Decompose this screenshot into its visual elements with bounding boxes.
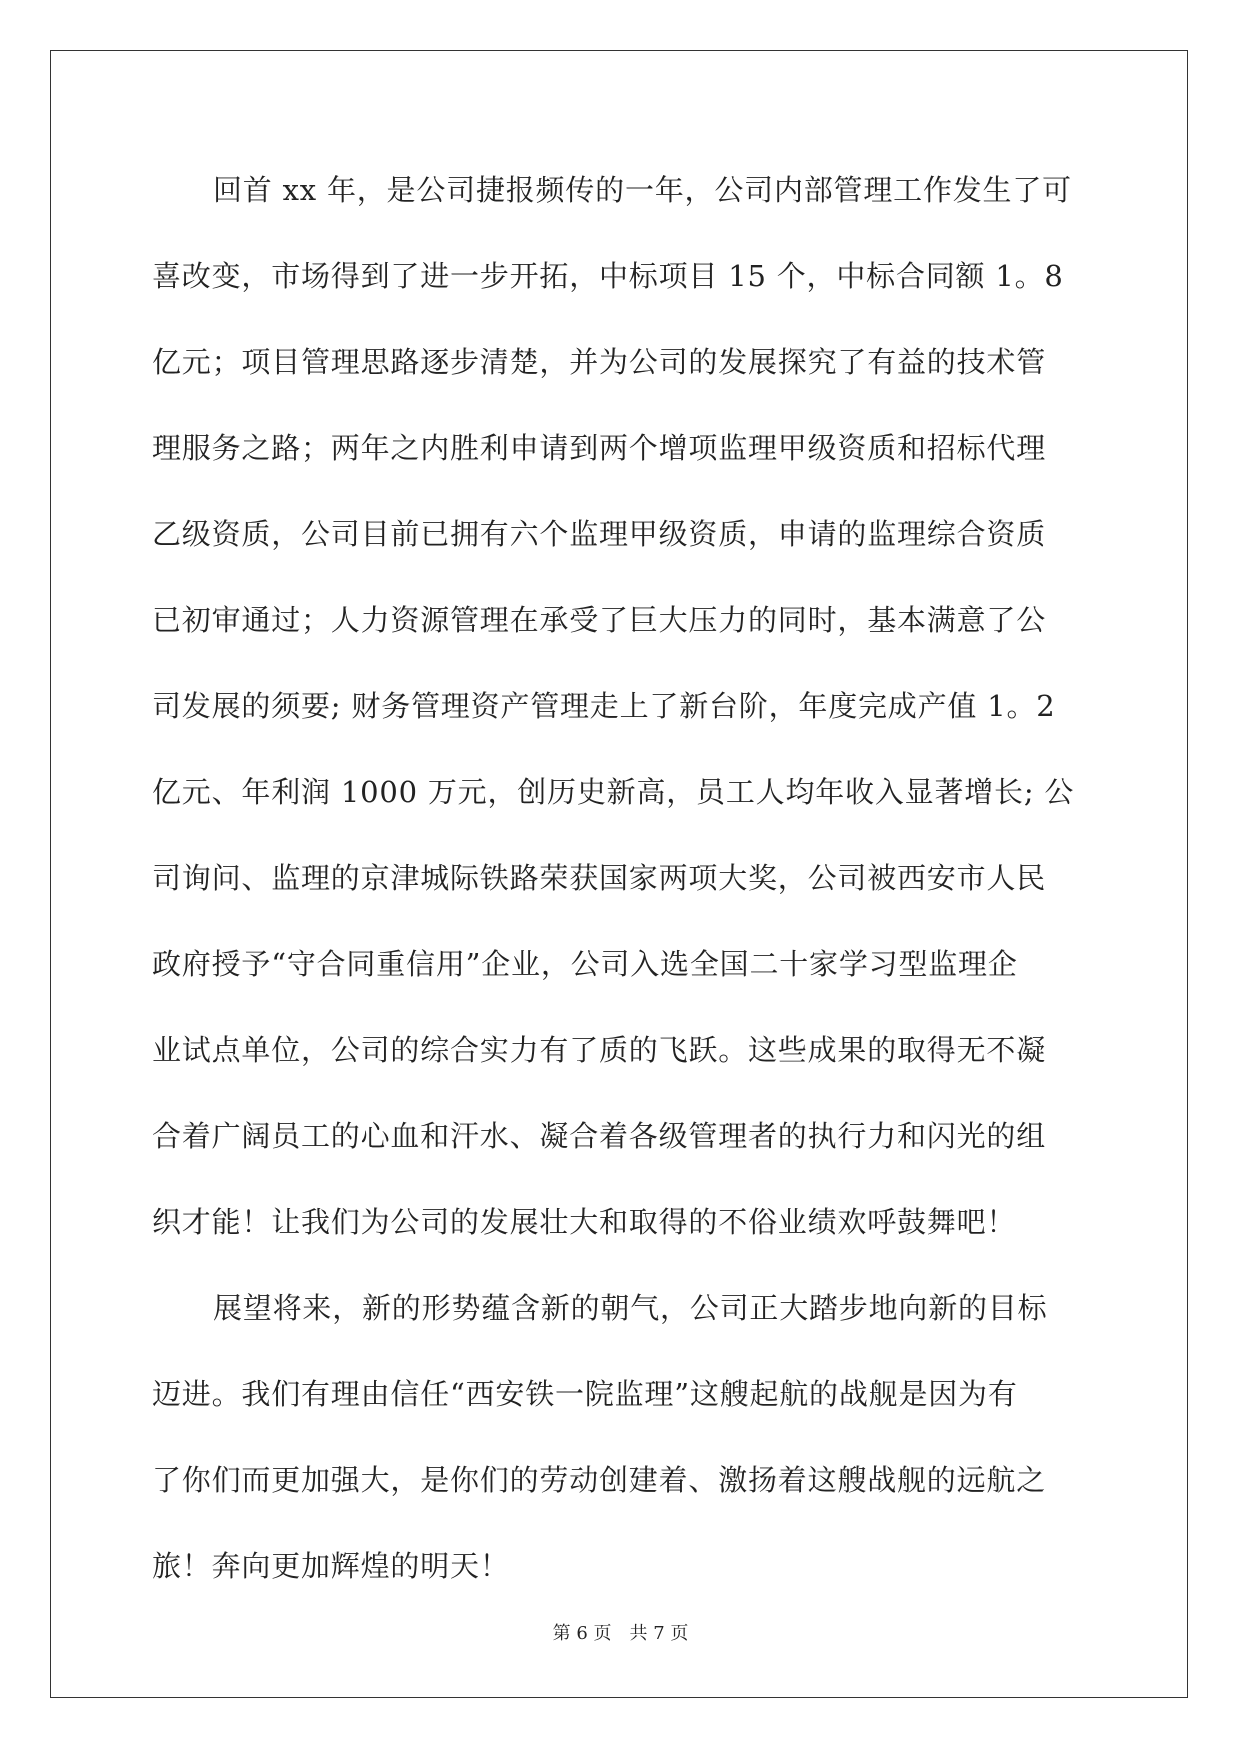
paragraph-2-line-4: 旅！奔向更加辉煌的明天！ (152, 1549, 510, 1583)
paragraph-1-line-10: 政府授予“守合同重信用”企业，公司入选全国二十家学习型监理企 (152, 947, 1018, 981)
paragraph-1-line-2: 喜改变，市场得到了进一步开拓，中标项目 15 个，中标合同额 1。8 (152, 259, 1064, 293)
paragraph-1-line-8: 亿元、年利润 1000 万元，创历史新高，员工人均年收入显著增长; 公 (152, 775, 1075, 809)
paragraph-1-line-6: 已初审通过；人力资源管理在承受了巨大压力的同时，基本满意了公 (152, 603, 1047, 637)
paragraph-1-line-3: 亿元；项目管理思路逐步清楚，并为公司的发展探究了有益的技术管 (152, 345, 1047, 379)
paragraph-1-line-4: 理服务之路；两年之内胜利申请到两个增项监理甲级资质和招标代理 (152, 431, 1047, 465)
paragraph-1-line-7: 司发展的须要; 财务管理资产管理走上了新台阶，年度完成产值 1。2 (152, 689, 1056, 723)
paragraph-1-line-1: 回首 xx 年，是公司捷报频传的一年，公司内部管理工作发生了可 (213, 173, 1072, 207)
paragraph-2-line-1: 展望将来，新的形势蕴含新的朝气，公司正大踏步地向新的目标 (213, 1291, 1048, 1325)
paragraph-1-line-12: 合着广阔员工的心血和汗水、凝合着各级管理者的执行力和闪光的组 (152, 1119, 1047, 1153)
paragraph-1-line-5: 乙级资质，公司目前已拥有六个监理甲级资质，申请的监理综合资质 (152, 517, 1047, 551)
paragraph-1-line-13: 织才能！让我们为公司的发展壮大和取得的不俗业绩欢呼鼓舞吧！ (152, 1205, 1017, 1239)
page-footer (0, 1622, 1241, 1646)
document-body (152, 160, 1088, 1622)
paragraph-1-line-9: 司询问、监理的京津城际铁路荣获国家两项大奖，公司被西安市人民 (152, 861, 1047, 895)
page-number-label: 第 6 页 共 7 页 (552, 1623, 689, 1644)
paragraph-2-line-2: 迈进。我们有理由信任“西安铁一院监理”这艘起航的战舰是因为有 (152, 1377, 1018, 1411)
paragraph-1-line-11: 业试点单位，公司的综合实力有了质的飞跃。这些成果的取得无不凝 (152, 1033, 1047, 1067)
paragraph-2-line-3: 了你们而更加强大，是你们的劳动创建着、激扬着这艘战舰的远航之 (152, 1463, 1047, 1497)
